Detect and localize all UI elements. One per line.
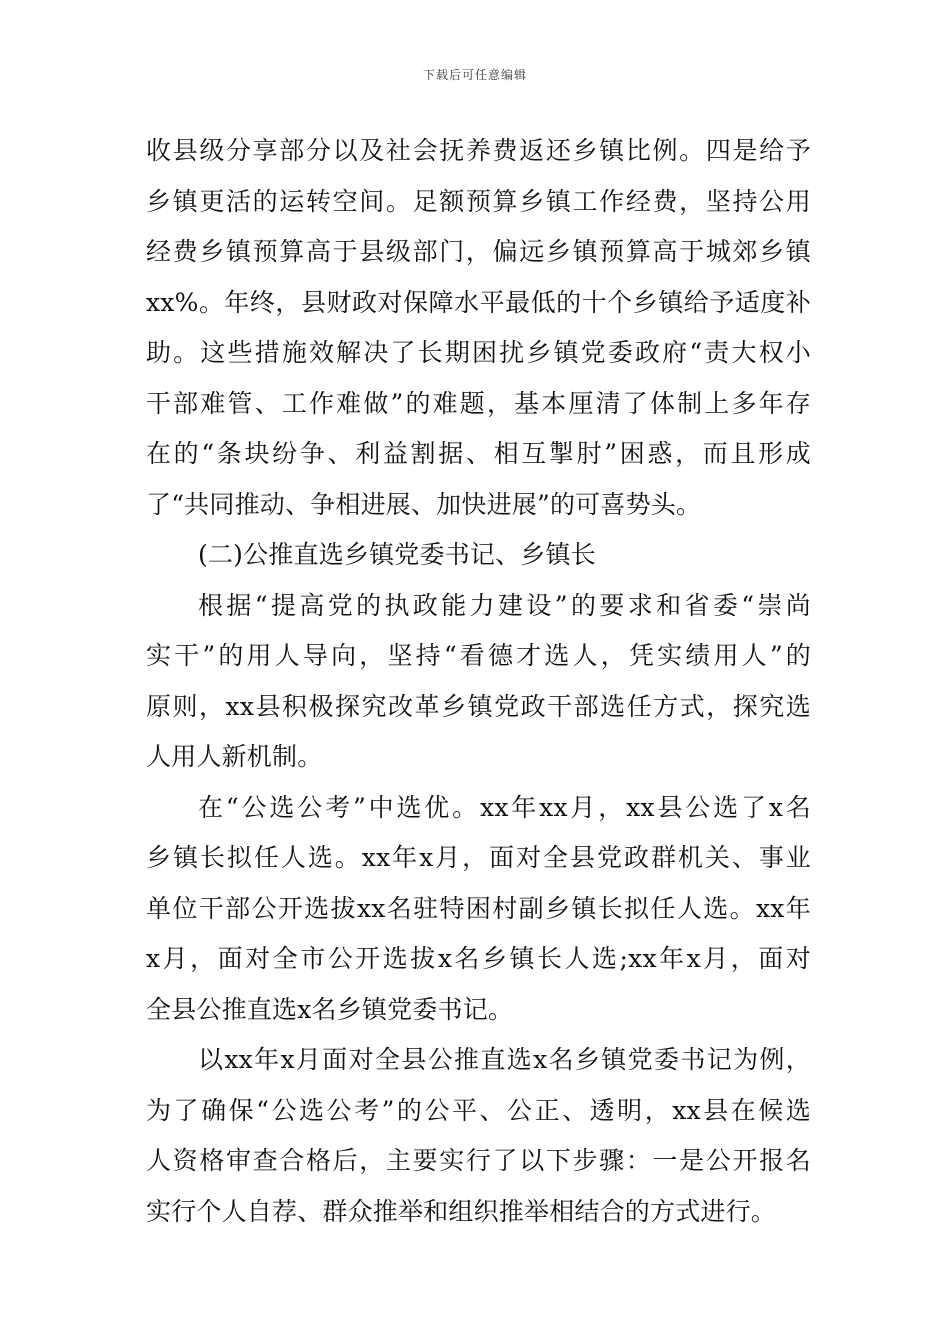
text-line: 实行个人自荐、群众推举和组织推举相结合的方式进行。	[146, 1196, 777, 1226]
text-line: 实干”的用人导向，坚持“看德才选人，凭实绩用人”的	[146, 641, 811, 670]
text-line: 助。这些措施效解决了长期困扰乡镇党委政府“责大权小	[146, 338, 811, 367]
text-line: x月，面对全市公开选拔x名乡镇长人选;xx年x月，面对	[146, 944, 811, 973]
text-line: 干部难管、工作难做”的难题，基本厘清了体制上多年存	[146, 388, 811, 418]
text-line: 单位干部公开选拔xx名驻特困村副乡镇长拟任人选。xx年	[146, 893, 811, 923]
text-line: 乡镇长拟任人选。xx年x月，面对全县党政群机关、事业	[146, 843, 811, 872]
document-body	[146, 126, 811, 1237]
text-line: 经费乡镇预算高于县级部门，偏远乡镇预算高于城郊乡镇	[146, 237, 811, 266]
text-line: 收县级分享部分以及社会抚养费返还乡镇比例。四是给予	[146, 136, 811, 165]
text-line: 人资格审查合格后，主要实行了以下步骤：一是公开报名	[146, 1146, 811, 1175]
text-line: 人用人新机制。	[146, 742, 323, 771]
text-line: 为了确保“公选公考”的公平、公正、透明，xx县在候选	[146, 1095, 811, 1125]
text-line: 全县公推直选x名乡镇党委书记。	[146, 994, 514, 1024]
text-line: 了“共同推动、争相进展、加快进展”的可喜势头。	[146, 489, 702, 519]
section-heading: (二)公推直选乡镇党委书记、乡镇长	[198, 540, 596, 569]
text-line: xx%。年终，县财政对保障水平最低的十个乡镇给予适度补	[146, 287, 811, 317]
text-line: 在“公选公考”中选优。xx年xx月，xx县公选了x名	[198, 792, 811, 822]
text-line: 以xx年x月面对全县公推直选x名乡镇党委书记为例，	[198, 1045, 811, 1074]
page-header: 下载后可任意编辑	[422, 68, 527, 82]
text-line: 原则，xx县积极探究改革乡镇党政干部选任方式，探究选	[146, 691, 811, 721]
text-line: 根据“提高党的执政能力建设”的要求和省委“崇尚	[198, 590, 811, 620]
text-line: 在的“条块纷争、利益割据、相互掣肘”困惑，而且形成	[146, 439, 811, 468]
text-line: 乡镇更活的运转空间。足额预算乡镇工作经费，坚持公用	[146, 186, 811, 216]
